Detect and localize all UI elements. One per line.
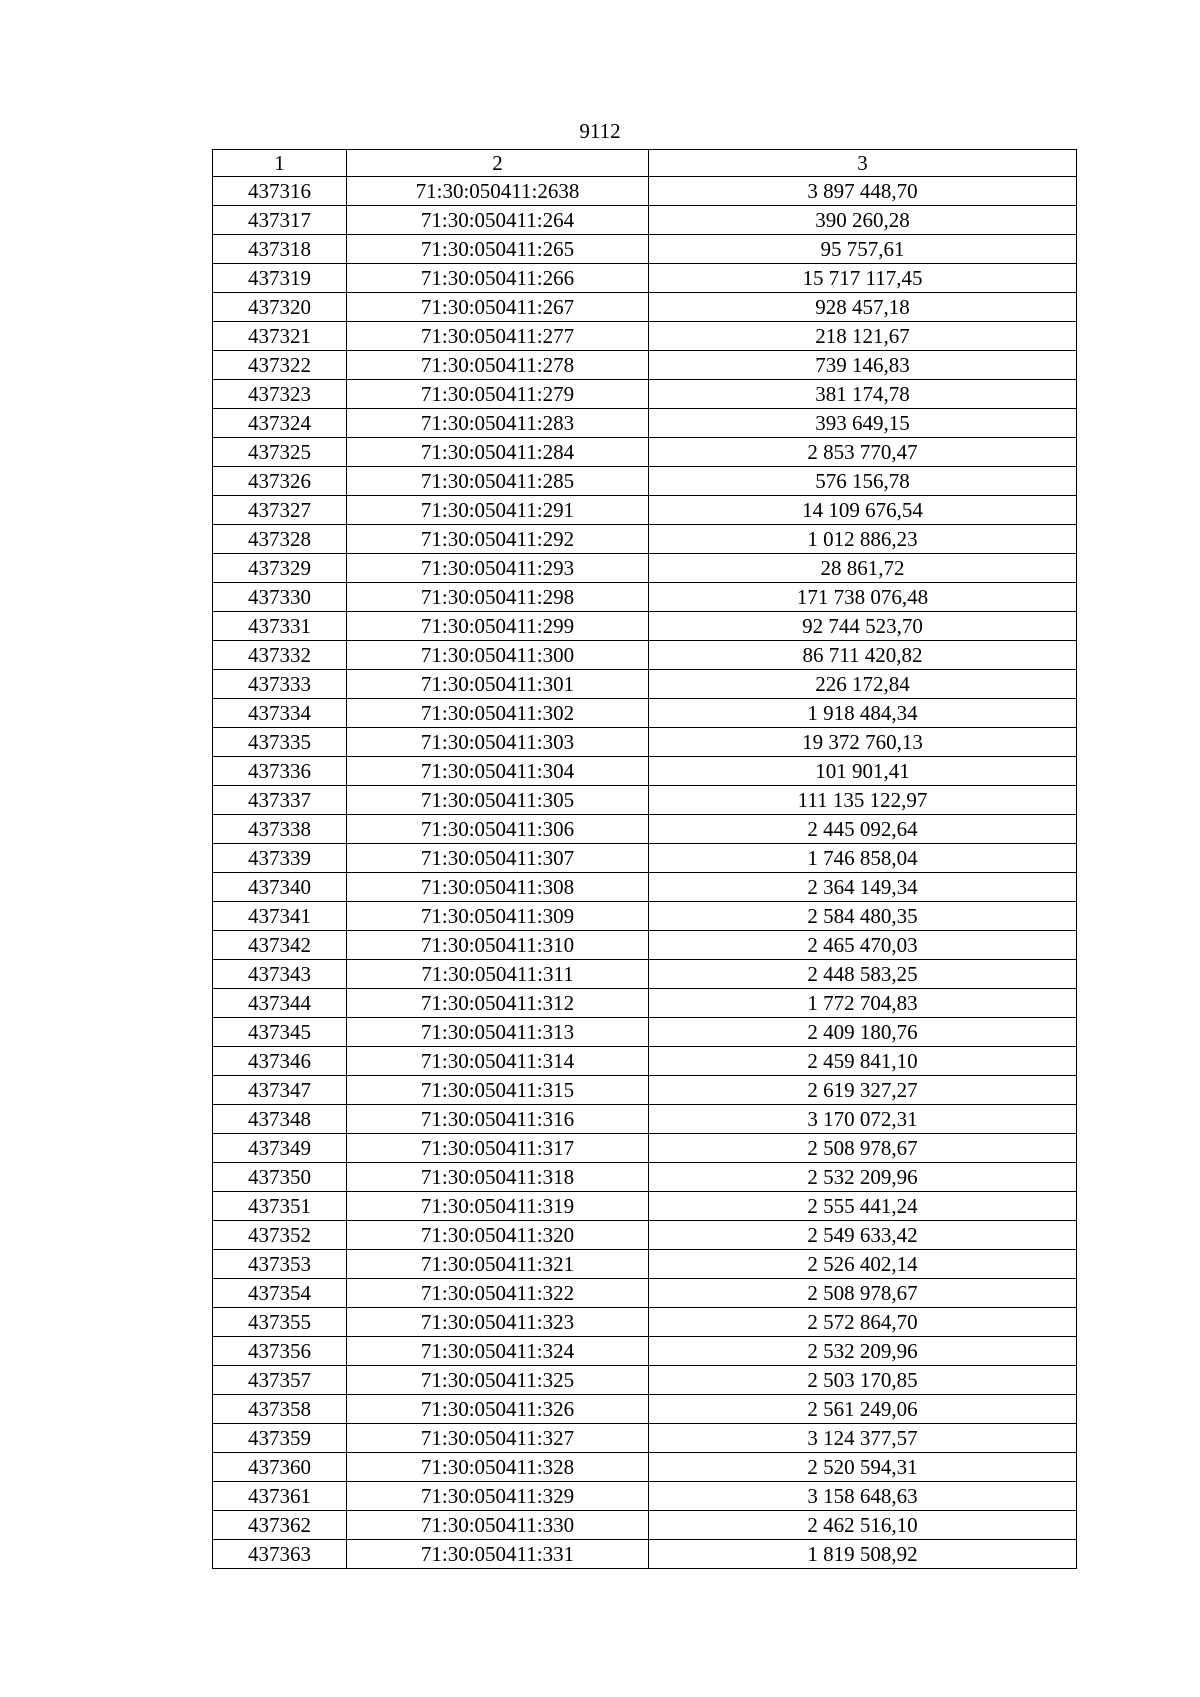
table-row xyxy=(213,1221,1077,1250)
table-row xyxy=(213,1453,1077,1482)
table-row xyxy=(213,467,1077,496)
table-row xyxy=(213,1540,1077,1569)
value-cell: 2 503 170,85 xyxy=(649,1366,1077,1395)
table-row xyxy=(213,1105,1077,1134)
row-number-cell: 437357 xyxy=(213,1366,347,1395)
value-cell: 111 135 122,97 xyxy=(649,786,1077,815)
cadastral-number-cell: 71:30:050411:301 xyxy=(347,670,649,699)
value-cell: 2 364 149,34 xyxy=(649,873,1077,902)
cadastral-number-cell: 71:30:050411:299 xyxy=(347,612,649,641)
cadastral-number-cell: 71:30:050411:328 xyxy=(347,1453,649,1482)
value-cell: 2 532 209,96 xyxy=(649,1163,1077,1192)
cadastral-number-cell: 71:30:050411:319 xyxy=(347,1192,649,1221)
cadastral-number-cell: 71:30:050411:331 xyxy=(347,1540,649,1569)
value-cell: 2 409 180,76 xyxy=(649,1018,1077,1047)
row-number-cell: 437338 xyxy=(213,815,347,844)
table-row xyxy=(213,351,1077,380)
cadastral-number-cell: 71:30:050411:315 xyxy=(347,1076,649,1105)
value-cell: 3 170 072,31 xyxy=(649,1105,1077,1134)
value-cell: 2 584 480,35 xyxy=(649,902,1077,931)
row-number-cell: 437347 xyxy=(213,1076,347,1105)
cadastral-number-cell: 71:30:050411:308 xyxy=(347,873,649,902)
cadastral-number-cell: 71:30:050411:304 xyxy=(347,757,649,786)
cadastral-number-cell: 71:30:050411:326 xyxy=(347,1395,649,1424)
value-cell: 2 508 978,67 xyxy=(649,1134,1077,1163)
value-cell: 171 738 076,48 xyxy=(649,583,1077,612)
row-number-cell: 437319 xyxy=(213,264,347,293)
row-number-cell: 437330 xyxy=(213,583,347,612)
value-cell: 381 174,78 xyxy=(649,380,1077,409)
value-cell: 576 156,78 xyxy=(649,467,1077,496)
table-row xyxy=(213,728,1077,757)
table-row xyxy=(213,1395,1077,1424)
table-row xyxy=(213,264,1077,293)
value-cell: 2 465 470,03 xyxy=(649,931,1077,960)
row-number-cell: 437348 xyxy=(213,1105,347,1134)
cadastral-number-cell: 71:30:050411:293 xyxy=(347,554,649,583)
row-number-cell: 437360 xyxy=(213,1453,347,1482)
cadastral-number-cell: 71:30:050411:313 xyxy=(347,1018,649,1047)
value-cell: 3 897 448,70 xyxy=(649,177,1077,206)
value-cell: 2 532 209,96 xyxy=(649,1337,1077,1366)
table-row xyxy=(213,496,1077,525)
row-number-cell: 437342 xyxy=(213,931,347,960)
row-number-cell: 437336 xyxy=(213,757,347,786)
row-number-cell: 437363 xyxy=(213,1540,347,1569)
table-row xyxy=(213,1018,1077,1047)
row-number-cell: 437354 xyxy=(213,1279,347,1308)
cadastral-number-cell: 71:30:050411:321 xyxy=(347,1250,649,1279)
column-header-1: 1 xyxy=(213,150,347,177)
table-row xyxy=(213,931,1077,960)
table-row xyxy=(213,1279,1077,1308)
table-row xyxy=(213,1511,1077,1540)
table-row xyxy=(213,177,1077,206)
value-cell: 2 520 594,31 xyxy=(649,1453,1077,1482)
cadastral-number-cell: 71:30:050411:291 xyxy=(347,496,649,525)
column-header-2: 2 xyxy=(347,150,649,177)
table-body xyxy=(213,177,1077,1569)
cadastral-number-cell: 71:30:050411:325 xyxy=(347,1366,649,1395)
table-row xyxy=(213,1134,1077,1163)
row-number-cell: 437321 xyxy=(213,322,347,351)
table-row xyxy=(213,554,1077,583)
value-cell: 2 445 092,64 xyxy=(649,815,1077,844)
cadastral-number-cell: 71:30:050411:278 xyxy=(347,351,649,380)
cadastral-number-cell: 71:30:050411:305 xyxy=(347,786,649,815)
cadastral-number-cell: 71:30:050411:302 xyxy=(347,699,649,728)
cadastral-number-cell: 71:30:050411:279 xyxy=(347,380,649,409)
cadastral-number-cell: 71:30:050411:327 xyxy=(347,1424,649,1453)
cadastral-number-cell: 71:30:050411:266 xyxy=(347,264,649,293)
value-cell: 2 459 841,10 xyxy=(649,1047,1077,1076)
row-number-cell: 437328 xyxy=(213,525,347,554)
value-cell: 3 124 377,57 xyxy=(649,1424,1077,1453)
cadastral-number-cell: 71:30:050411:306 xyxy=(347,815,649,844)
row-number-cell: 437318 xyxy=(213,235,347,264)
table-row xyxy=(213,1076,1077,1105)
table-row xyxy=(213,380,1077,409)
value-cell: 2 619 327,27 xyxy=(649,1076,1077,1105)
value-cell: 3 158 648,63 xyxy=(649,1482,1077,1511)
cadastral-number-cell: 71:30:050411:284 xyxy=(347,438,649,467)
row-number-cell: 437361 xyxy=(213,1482,347,1511)
value-cell: 2 549 633,42 xyxy=(649,1221,1077,1250)
table-row xyxy=(213,844,1077,873)
row-number-cell: 437353 xyxy=(213,1250,347,1279)
value-cell: 101 901,41 xyxy=(649,757,1077,786)
row-number-cell: 437333 xyxy=(213,670,347,699)
row-number-cell: 437355 xyxy=(213,1308,347,1337)
cadastral-number-cell: 71:30:050411:264 xyxy=(347,206,649,235)
table-row xyxy=(213,583,1077,612)
table-row xyxy=(213,815,1077,844)
value-cell: 14 109 676,54 xyxy=(649,496,1077,525)
cadastral-number-cell: 71:30:050411:330 xyxy=(347,1511,649,1540)
cadastral-number-cell: 71:30:050411:265 xyxy=(347,235,649,264)
registry-table xyxy=(212,149,1077,1569)
value-cell: 92 744 523,70 xyxy=(649,612,1077,641)
table-row xyxy=(213,1163,1077,1192)
value-cell: 2 526 402,14 xyxy=(649,1250,1077,1279)
column-header-3: 3 xyxy=(649,150,1077,177)
row-number-cell: 437340 xyxy=(213,873,347,902)
table-row xyxy=(213,902,1077,931)
cadastral-number-cell: 71:30:050411:300 xyxy=(347,641,649,670)
row-number-cell: 437350 xyxy=(213,1163,347,1192)
value-cell: 1 772 704,83 xyxy=(649,989,1077,1018)
cadastral-number-cell: 71:30:050411:2638 xyxy=(347,177,649,206)
table-row xyxy=(213,1308,1077,1337)
table-row xyxy=(213,1482,1077,1511)
table-row xyxy=(213,1250,1077,1279)
table-row xyxy=(213,1424,1077,1453)
row-number-cell: 437327 xyxy=(213,496,347,525)
cadastral-number-cell: 71:30:050411:320 xyxy=(347,1221,649,1250)
cadastral-number-cell: 71:30:050411:316 xyxy=(347,1105,649,1134)
cadastral-number-cell: 71:30:050411:298 xyxy=(347,583,649,612)
value-cell: 2 561 249,06 xyxy=(649,1395,1077,1424)
cadastral-number-cell: 71:30:050411:329 xyxy=(347,1482,649,1511)
value-cell: 15 717 117,45 xyxy=(649,264,1077,293)
page-number: 9112 xyxy=(579,119,621,143)
value-cell: 19 372 760,13 xyxy=(649,728,1077,757)
value-cell: 86 711 420,82 xyxy=(649,641,1077,670)
cadastral-number-cell: 71:30:050411:317 xyxy=(347,1134,649,1163)
cadastral-number-cell: 71:30:050411:318 xyxy=(347,1163,649,1192)
value-cell: 28 861,72 xyxy=(649,554,1077,583)
row-number-cell: 437349 xyxy=(213,1134,347,1163)
row-number-cell: 437346 xyxy=(213,1047,347,1076)
table-row xyxy=(213,989,1077,1018)
table-row xyxy=(213,322,1077,351)
row-number-cell: 437345 xyxy=(213,1018,347,1047)
row-number-cell: 437326 xyxy=(213,467,347,496)
table-row xyxy=(213,757,1077,786)
row-number-cell: 437341 xyxy=(213,902,347,931)
value-cell: 928 457,18 xyxy=(649,293,1077,322)
table-row xyxy=(213,786,1077,815)
cadastral-number-cell: 71:30:050411:309 xyxy=(347,902,649,931)
table-row xyxy=(213,612,1077,641)
row-number-cell: 437334 xyxy=(213,699,347,728)
table-row xyxy=(213,641,1077,670)
cadastral-number-cell: 71:30:050411:292 xyxy=(347,525,649,554)
value-cell: 95 757,61 xyxy=(649,235,1077,264)
value-cell: 2 572 864,70 xyxy=(649,1308,1077,1337)
table-row xyxy=(213,1366,1077,1395)
row-number-cell: 437344 xyxy=(213,989,347,1018)
table-row xyxy=(213,409,1077,438)
row-number-cell: 437325 xyxy=(213,438,347,467)
row-number-cell: 437335 xyxy=(213,728,347,757)
value-cell: 739 146,83 xyxy=(649,351,1077,380)
row-number-cell: 437332 xyxy=(213,641,347,670)
cadastral-number-cell: 71:30:050411:285 xyxy=(347,467,649,496)
cadastral-number-cell: 71:30:050411:324 xyxy=(347,1337,649,1366)
row-number-cell: 437359 xyxy=(213,1424,347,1453)
cadastral-number-cell: 71:30:050411:323 xyxy=(347,1308,649,1337)
cadastral-number-cell: 71:30:050411:307 xyxy=(347,844,649,873)
table-row xyxy=(213,873,1077,902)
table-row xyxy=(213,1337,1077,1366)
row-number-cell: 437343 xyxy=(213,960,347,989)
row-number-cell: 437358 xyxy=(213,1395,347,1424)
row-number-cell: 437322 xyxy=(213,351,347,380)
table-row xyxy=(213,960,1077,989)
row-number-cell: 437331 xyxy=(213,612,347,641)
value-cell: 1 012 886,23 xyxy=(649,525,1077,554)
value-cell: 2 448 583,25 xyxy=(649,960,1077,989)
table-row xyxy=(213,293,1077,322)
value-cell: 390 260,28 xyxy=(649,206,1077,235)
value-cell: 2 555 441,24 xyxy=(649,1192,1077,1221)
row-number-cell: 437337 xyxy=(213,786,347,815)
row-number-cell: 437352 xyxy=(213,1221,347,1250)
cadastral-number-cell: 71:30:050411:267 xyxy=(347,293,649,322)
value-cell: 226 172,84 xyxy=(649,670,1077,699)
table-header-row xyxy=(213,150,1077,177)
value-cell: 2 462 516,10 xyxy=(649,1511,1077,1540)
row-number-cell: 437362 xyxy=(213,1511,347,1540)
cadastral-number-cell: 71:30:050411:283 xyxy=(347,409,649,438)
cadastral-number-cell: 71:30:050411:310 xyxy=(347,931,649,960)
cadastral-number-cell: 71:30:050411:311 xyxy=(347,960,649,989)
table-row xyxy=(213,1047,1077,1076)
row-number-cell: 437323 xyxy=(213,380,347,409)
row-number-cell: 437339 xyxy=(213,844,347,873)
value-cell: 1 819 508,92 xyxy=(649,1540,1077,1569)
cadastral-number-cell: 71:30:050411:322 xyxy=(347,1279,649,1308)
table-row xyxy=(213,1192,1077,1221)
value-cell: 218 121,67 xyxy=(649,322,1077,351)
cadastral-number-cell: 71:30:050411:314 xyxy=(347,1047,649,1076)
value-cell: 2 853 770,47 xyxy=(649,438,1077,467)
value-cell: 1 918 484,34 xyxy=(649,699,1077,728)
row-number-cell: 437351 xyxy=(213,1192,347,1221)
row-number-cell: 437356 xyxy=(213,1337,347,1366)
table-row xyxy=(213,699,1077,728)
table-row xyxy=(213,525,1077,554)
value-cell: 1 746 858,04 xyxy=(649,844,1077,873)
table-row xyxy=(213,438,1077,467)
cadastral-number-cell: 71:30:050411:312 xyxy=(347,989,649,1018)
row-number-cell: 437316 xyxy=(213,177,347,206)
row-number-cell: 437329 xyxy=(213,554,347,583)
table-row xyxy=(213,235,1077,264)
value-cell: 393 649,15 xyxy=(649,409,1077,438)
table-row xyxy=(213,206,1077,235)
value-cell: 2 508 978,67 xyxy=(649,1279,1077,1308)
cadastral-number-cell: 71:30:050411:303 xyxy=(347,728,649,757)
table-row xyxy=(213,670,1077,699)
row-number-cell: 437324 xyxy=(213,409,347,438)
row-number-cell: 437320 xyxy=(213,293,347,322)
cadastral-number-cell: 71:30:050411:277 xyxy=(347,322,649,351)
row-number-cell: 437317 xyxy=(213,206,347,235)
